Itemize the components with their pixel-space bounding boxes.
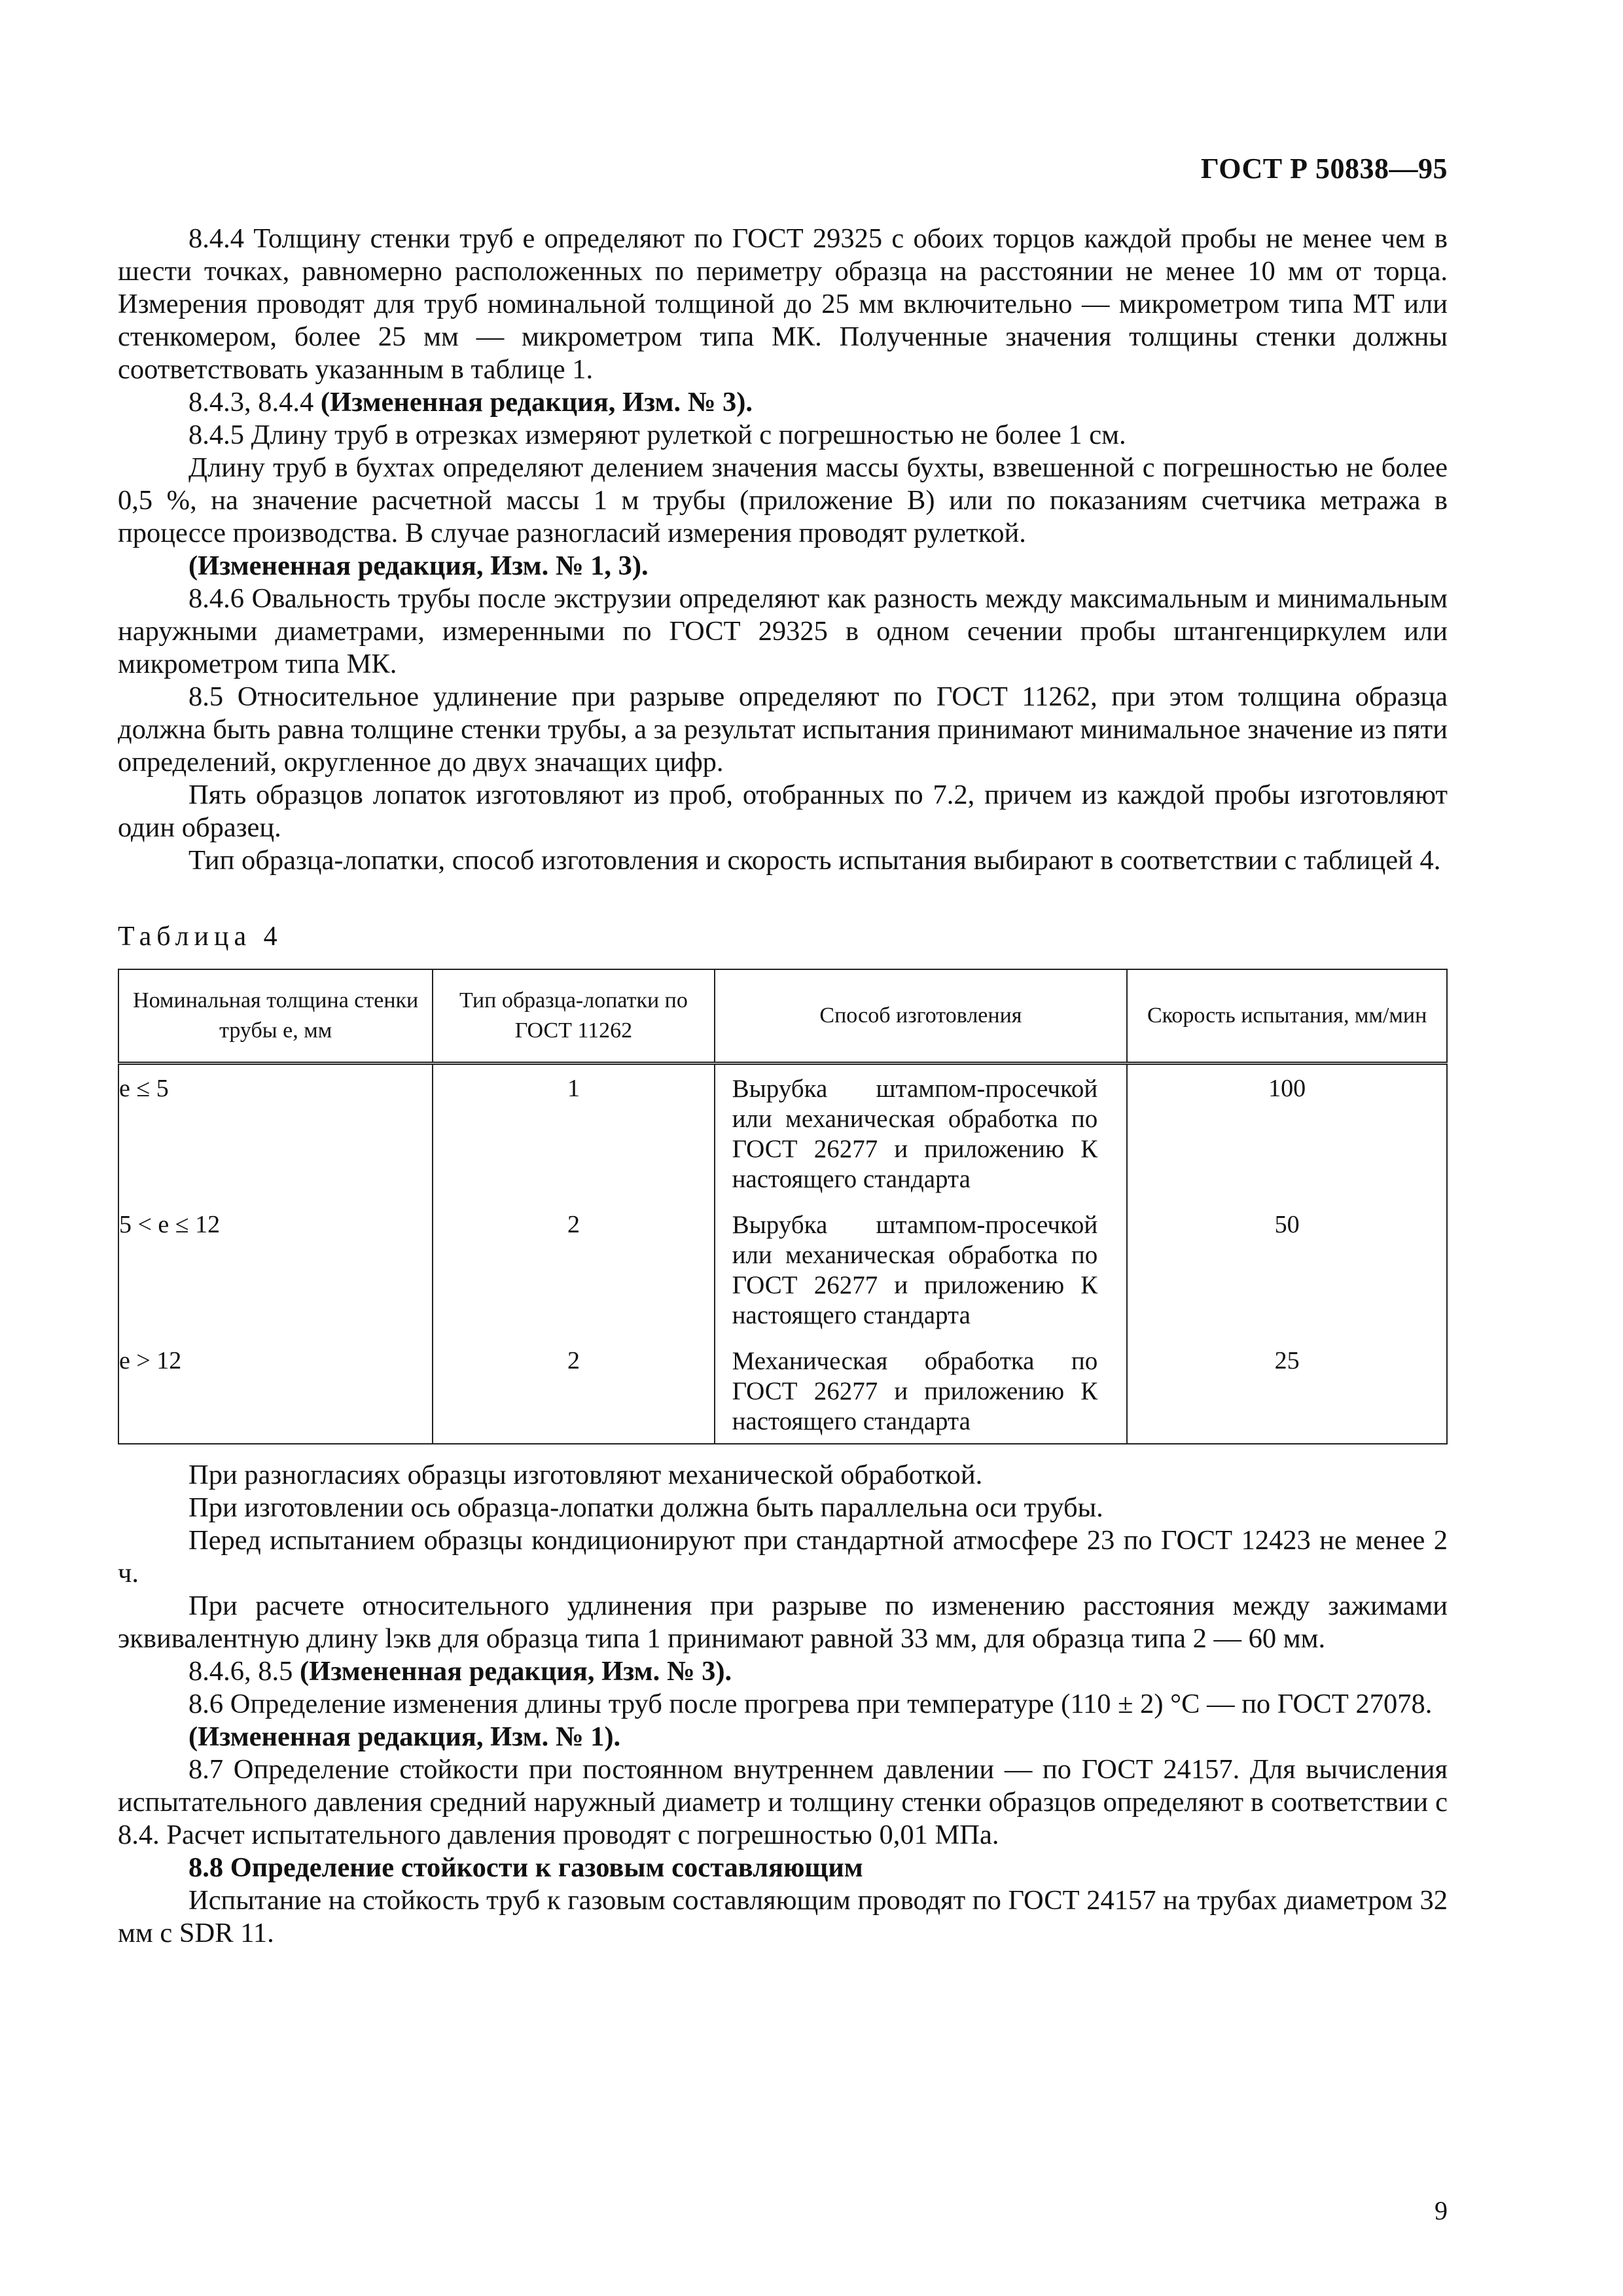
paragraph-8-7: 8.7 Определение стойкости при постоянном внутреннем давлении — по ГОСТ 24157. Для вычисления испытательного давления средний наружный диаметр и толщину стенки образцов определяют в соответствии с 8.4. Расчет испытательного давления проводят с погрешностью 0,01 МПа. bbox=[118, 1754, 1448, 1850]
cell-thickness: e ≤ 5 bbox=[118, 1064, 433, 1202]
cell-thickness: 5 < e ≤ 12 bbox=[118, 1201, 433, 1337]
amendment-lead: 8.4.3, 8.4.4 bbox=[188, 387, 321, 418]
table-header-row bbox=[118, 969, 1447, 1064]
cell-method: Вырубка штампом-просечкой или механическая обработка по ГОСТ 26277 и приложению К настоящего стандарта bbox=[715, 1064, 1128, 1202]
paragraph-conditioning: Перед испытанием образцы кондиционируют при стандартной атмосфере 23 по ГОСТ 12423 не менее 2 ч. bbox=[118, 1525, 1448, 1588]
paragraph-8-6: 8.6 Определение изменения длины труб после прогрева при температуре (110 ± 2) °С — по ГОСТ 27078. bbox=[188, 1689, 1433, 1719]
paragraph-disputes: При разногласиях образцы изготовляют механической обработкой. bbox=[188, 1460, 983, 1490]
amendment-note bbox=[118, 1721, 1448, 1753]
table-row bbox=[118, 1337, 1447, 1444]
table-row bbox=[118, 1064, 1447, 1202]
cell-speed: 25 bbox=[1127, 1337, 1447, 1444]
cell-speed: 100 bbox=[1127, 1064, 1447, 1202]
heading-text: 8.8 Определение стойкости к газовым составляющим bbox=[188, 1852, 863, 1883]
paragraph-8-4-6: 8.4.6 Овальность трубы после экструзии определяют как разность между максимальным и минимальным наружными диаметрами, измеренными по ГОСТ 29325 в одном сечении пробы штангенциркулем или микрометром типа МК. bbox=[118, 583, 1448, 679]
paragraph-coil-length: Длину труб в бухтах определяют делением значения массы бухты, взвешенной с погрешностью не более 0,5 %, на значение расчетной массы 1 м трубы (приложение В) или по показаниям счетчика метража в процессе производства. В случае разногласий измерения проводят рулеткой. bbox=[118, 452, 1448, 548]
table-4 bbox=[118, 969, 1448, 1444]
document-number: ГОСТ Р 50838—95 bbox=[1200, 152, 1448, 185]
amendment-text: (Измененная редакция, Изм. № 3). bbox=[320, 387, 753, 418]
paragraph-8-4-4: 8.4.4 Толщину стенки труб e определяют по ГОСТ 29325 с обоих торцов каждой пробы не менее чем в шести точках, равномерно расположенных по периметру образца на расстоянии не менее 10 мм от торца. Измерения проводят для труб номинальной толщиной до 25 мм включительно — микрометром типа МТ или стенкомером, более 25 мм — микрометром типа МК. Полученные значения толщины стенки должны соответствовать указанным в таблице 1. bbox=[118, 223, 1448, 385]
section-heading-8-8 bbox=[118, 1852, 1448, 1884]
cell-thickness: e > 12 bbox=[118, 1337, 433, 1444]
cell-specimen-type: 2 bbox=[433, 1201, 714, 1337]
document-body bbox=[118, 223, 1448, 1950]
cell-method: Механическая обработка по ГОСТ 26277 и приложению К настоящего стандарта bbox=[715, 1337, 1128, 1444]
amendment-text: (Измененная редакция, Изм. № 3). bbox=[300, 1656, 732, 1687]
header-thickness: Номинальная толщина стенки трубы e, мм bbox=[118, 969, 433, 1064]
paragraph-specimens: Пять образцов лопаток изготовляют из проб, отобранных по 7.2, причем из каждой пробы изготовляют один образец. bbox=[118, 780, 1448, 843]
table-row bbox=[118, 1201, 1447, 1337]
header-method: Способ изготовления bbox=[715, 969, 1128, 1064]
header-speed: Скорость испытания, мм/мин bbox=[1127, 969, 1447, 1064]
table-caption: Таблица 4 bbox=[118, 922, 283, 952]
amendment-text: (Измененная редакция, Изм. № 1, 3). bbox=[188, 550, 649, 581]
amendment-note bbox=[118, 550, 1448, 583]
cell-specimen-type: 2 bbox=[433, 1337, 714, 1444]
amendment-text: (Измененная редакция, Изм. № 1). bbox=[188, 1721, 621, 1752]
amendment-note bbox=[118, 386, 1448, 419]
paragraph-8-4-5: 8.4.5 Длину труб в отрезках измеряют рулеткой с погрешностью не более 1 см. bbox=[188, 420, 1126, 450]
paragraph-specimen-type: Тип образца-лопатки, способ изготовления и скорость испытания выбирают в соответствии с таблицей 4. bbox=[188, 845, 1441, 876]
page-number: 9 bbox=[1435, 2196, 1448, 2225]
paragraph-axis: При изготовлении ось образца-лопатки должна быть параллельна оси трубы. bbox=[188, 1492, 1103, 1523]
cell-method: Вырубка штампом-просечкой или механическая обработка по ГОСТ 26277 и приложению К настоящего стандарта bbox=[715, 1201, 1128, 1337]
header-specimen-type: Тип образца-лопатки по ГОСТ 11262 bbox=[433, 969, 714, 1064]
amendment-note bbox=[118, 1655, 1448, 1688]
cell-specimen-type: 1 bbox=[433, 1064, 714, 1202]
paragraph-8-5: 8.5 Относительное удлинение при разрыве определяют по ГОСТ 11262, при этом толщина образца должна быть равна толщине стенки трубы, а за результат испытания принимают минимальное значение из пяти определений, округленное до двух значащих цифр. bbox=[118, 681, 1448, 778]
paragraph-equivalent-length: При расчете относительного удлинения при разрыве по изменению расстояния между зажимами эквивалентную длину lэкв для образца типа 1 принимают равной 33 мм, для образца типа 2 — 60 мм. bbox=[118, 1590, 1448, 1654]
cell-speed: 50 bbox=[1127, 1201, 1447, 1337]
paragraph-gas-test: Испытание на стойкость труб к газовым составляющим проводят по ГОСТ 24157 на трубах диаметром 32 мм с SDR 11. bbox=[118, 1885, 1448, 1948]
amendment-lead: 8.4.6, 8.5 bbox=[188, 1656, 300, 1687]
